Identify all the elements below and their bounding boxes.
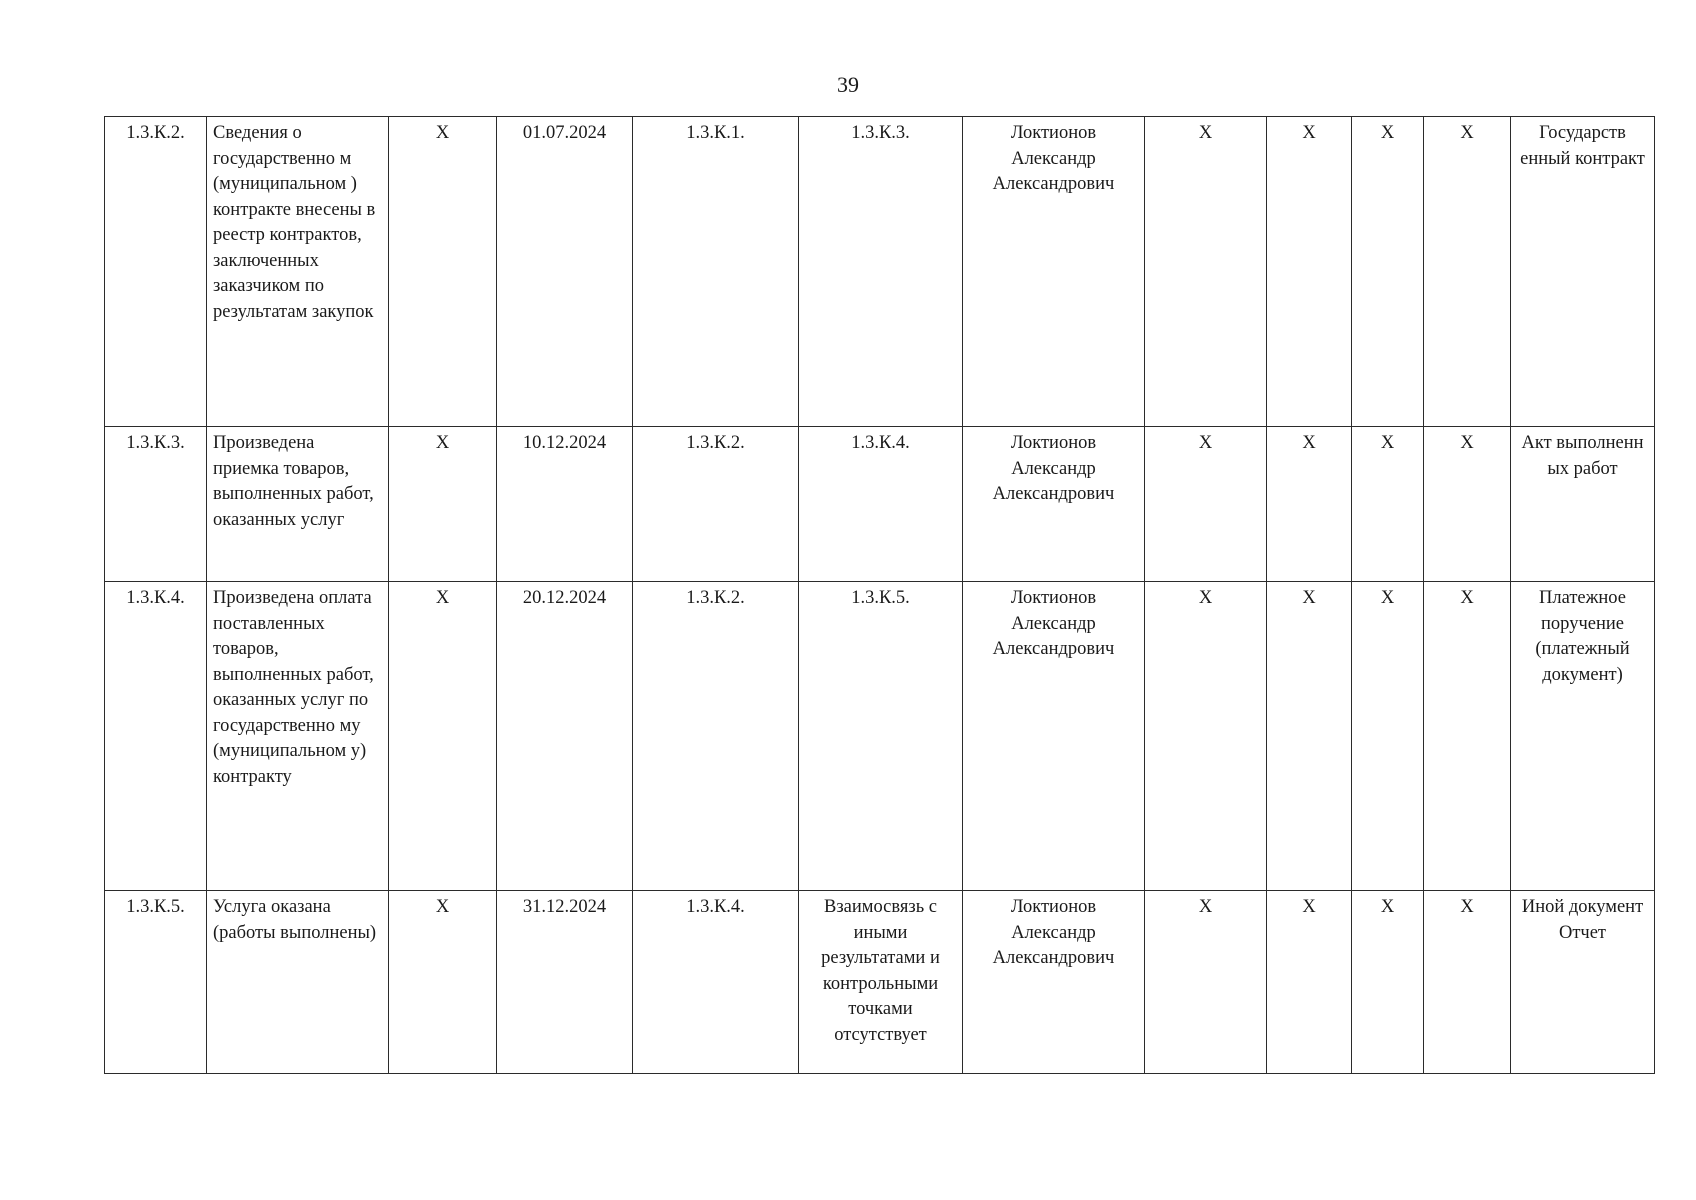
row-code: 1.3.К.5. [105,891,207,1074]
row-next-point: 1.3.К.3. [799,117,963,427]
row-date: 20.12.2024 [497,582,633,891]
row-code: 1.3.К.4. [105,582,207,891]
row-mark-4: X [1424,891,1511,1074]
row-date: 01.07.2024 [497,117,633,427]
row-prev-point: 1.3.К.4. [633,891,799,1074]
table-row [105,891,1655,1074]
row-date: 31.12.2024 [497,891,633,1074]
row-mark-4: X [1424,427,1511,582]
row-mark: X [389,891,497,1074]
row-mark: X [389,582,497,891]
row-mark-2: X [1267,427,1352,582]
row-mark: X [389,117,497,427]
row-code: 1.3.К.3. [105,427,207,582]
control-points-table [104,116,1655,1074]
page-number: 39 [837,72,859,97]
row-date: 10.12.2024 [497,427,633,582]
table-row [105,582,1655,891]
row-mark-2: X [1267,582,1352,891]
row-code: 1.3.К.2. [105,117,207,427]
row-responsible: Локтионов Александр Александрович [963,891,1145,1074]
row-document: Иной документ Отчет [1511,891,1655,1074]
row-prev-point: 1.3.К.2. [633,582,799,891]
row-mark: X [389,427,497,582]
row-next-point: 1.3.К.4. [799,427,963,582]
row-next-point: 1.3.К.5. [799,582,963,891]
row-document: Акт выполненн ых работ [1511,427,1655,582]
table-row [105,427,1655,582]
row-next-point: Взаимосвязь с иными результатами и контрольными точками отсутствует [799,891,963,1074]
row-mark-1: X [1145,891,1267,1074]
row-document: Платежное поручение (платежный документ) [1511,582,1655,891]
row-mark-3: X [1352,117,1424,427]
row-responsible: Локтионов Александр Александрович [963,582,1145,891]
row-mark-2: X [1267,891,1352,1074]
row-name: Произведена приемка товаров, выполненных работ, оказанных услуг [213,433,374,530]
row-mark-4: X [1424,582,1511,891]
table-row [105,117,1655,427]
row-mark-1: X [1145,427,1267,582]
row-mark-1: X [1145,582,1267,891]
row-responsible: Локтионов Александр Александрович [963,427,1145,582]
row-mark-1: X [1145,117,1267,427]
row-mark-2: X [1267,117,1352,427]
row-name: Услуга оказана (работы выполнены) [213,897,377,943]
row-responsible: Локтионов Александр Александрович [963,117,1145,427]
row-mark-3: X [1352,891,1424,1074]
row-mark-4: X [1424,117,1511,427]
row-prev-point: 1.3.К.1. [633,117,799,427]
row-name: Произведена оплата поставленных товаров, выполненных работ, оказанных услуг по государственно му (муниципальном у) контракту [213,588,374,787]
row-mark-3: X [1352,582,1424,891]
row-name: Сведения о государственно м (муниципальном ) контракте внесены в реестр контрактов, заключенных заказчиком по результатам закупок [213,123,376,322]
row-document: Государств енный контракт [1511,117,1655,427]
row-mark-3: X [1352,427,1424,582]
row-prev-point: 1.3.К.2. [633,427,799,582]
